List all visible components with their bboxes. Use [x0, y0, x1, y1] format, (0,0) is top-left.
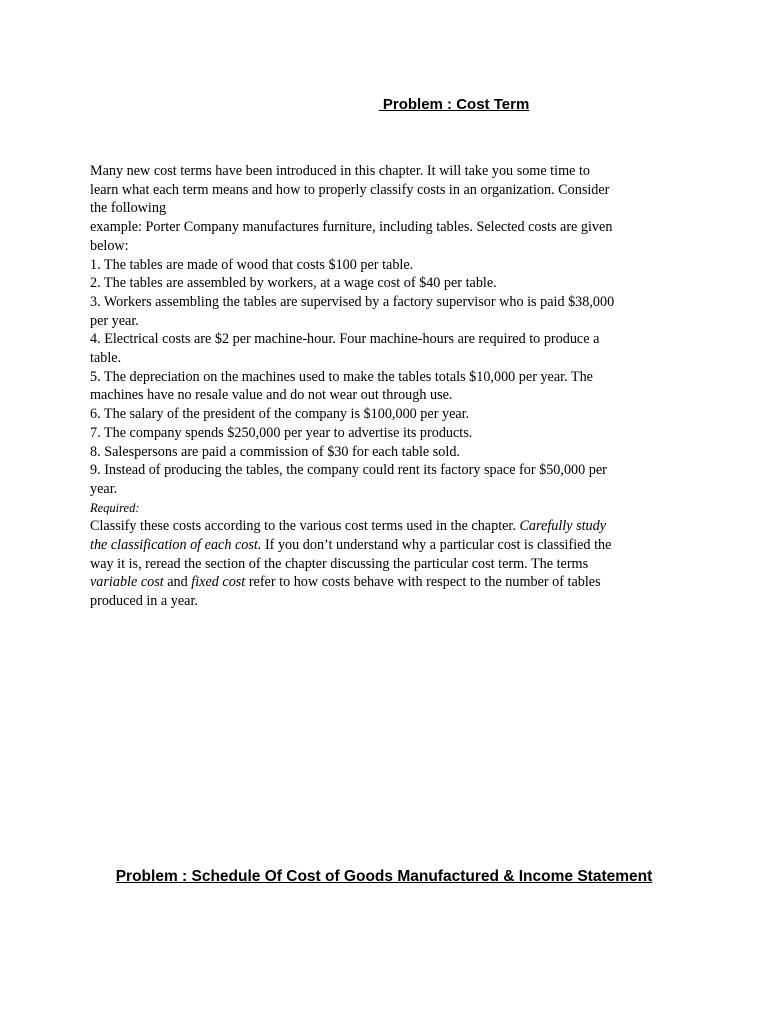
required-text: If you don’t understand why a particular cost is classified the: [261, 537, 612, 554]
body-line: the following: [90, 200, 167, 217]
problem-title-schedule: Problem : Schedule Of Cost of Goods Manufactured & Income Statement: [115, 868, 653, 885]
cost-item-3-cont: per year.: [90, 312, 139, 329]
body-line: below:: [90, 237, 129, 254]
cost-item-9-cont: year.: [90, 480, 118, 497]
cost-item-5-cont: machines have no resale value and do not wear out through use.: [90, 387, 453, 404]
problem-title-cost-term: Problem : Cost Term: [378, 96, 530, 113]
emphasis-text: the classification of each cost.: [90, 537, 262, 554]
cost-item-8: 8. Salespersons are paid a commission of $30 for each table sold.: [90, 443, 460, 460]
body-line: example: Porter Company manufactures furniture, including tables. Selected costs are given: [90, 219, 613, 236]
required-text: and: [163, 574, 192, 591]
cost-item-7: 7. The company spends $250,000 per year to advertise its products.: [90, 424, 473, 441]
body-line: learn what each term means and how to properly classify costs in an organization. Consider: [90, 181, 610, 198]
required-line-1: [90, 517, 670, 536]
cost-item-6: 6. The salary of the president of the company is $100,000 per year.: [90, 406, 470, 423]
required-line-2: [90, 536, 670, 555]
cost-item-4-cont: table.: [90, 350, 122, 367]
problem-body: [90, 162, 670, 611]
required-line-5: produced in a year.: [90, 593, 198, 610]
cost-item-4: 4. Electrical costs are $2 per machine-hour. Four machine-hours are required to produce a: [90, 331, 600, 348]
cost-item-3: 3. Workers assembling the tables are supervised by a factory supervisor who is paid $38,000: [90, 293, 615, 310]
required-line-3: way it is, reread the section of the chapter discussing the particular cost term. The terms: [90, 555, 589, 572]
required-line-4: [90, 573, 670, 592]
required-label: Required:: [90, 500, 140, 515]
required-text: Classify these costs according to the various cost terms used in the chapter.: [90, 518, 520, 535]
cost-item-9: 9. Instead of producing the tables, the company could rent its factory space for $50,000 per: [90, 462, 607, 479]
cost-item-5: 5. The depreciation on the machines used to make the tables totals $10,000 per year. The: [90, 368, 593, 385]
required-text: refer to how costs behave with respect to the number of tables: [245, 574, 601, 591]
cost-item-1: 1. The tables are made of wood that costs $100 per table.: [90, 256, 414, 273]
emphasis-text: Carefully study: [519, 518, 607, 535]
cost-item-2: 2. The tables are assembled by workers, at a wage cost of $40 per table.: [90, 275, 497, 292]
term-fixed-cost: fixed cost: [191, 574, 246, 591]
term-variable-cost: variable cost: [90, 574, 164, 591]
body-line: Many new cost terms have been introduced in this chapter. It will take you some time to: [90, 163, 590, 179]
